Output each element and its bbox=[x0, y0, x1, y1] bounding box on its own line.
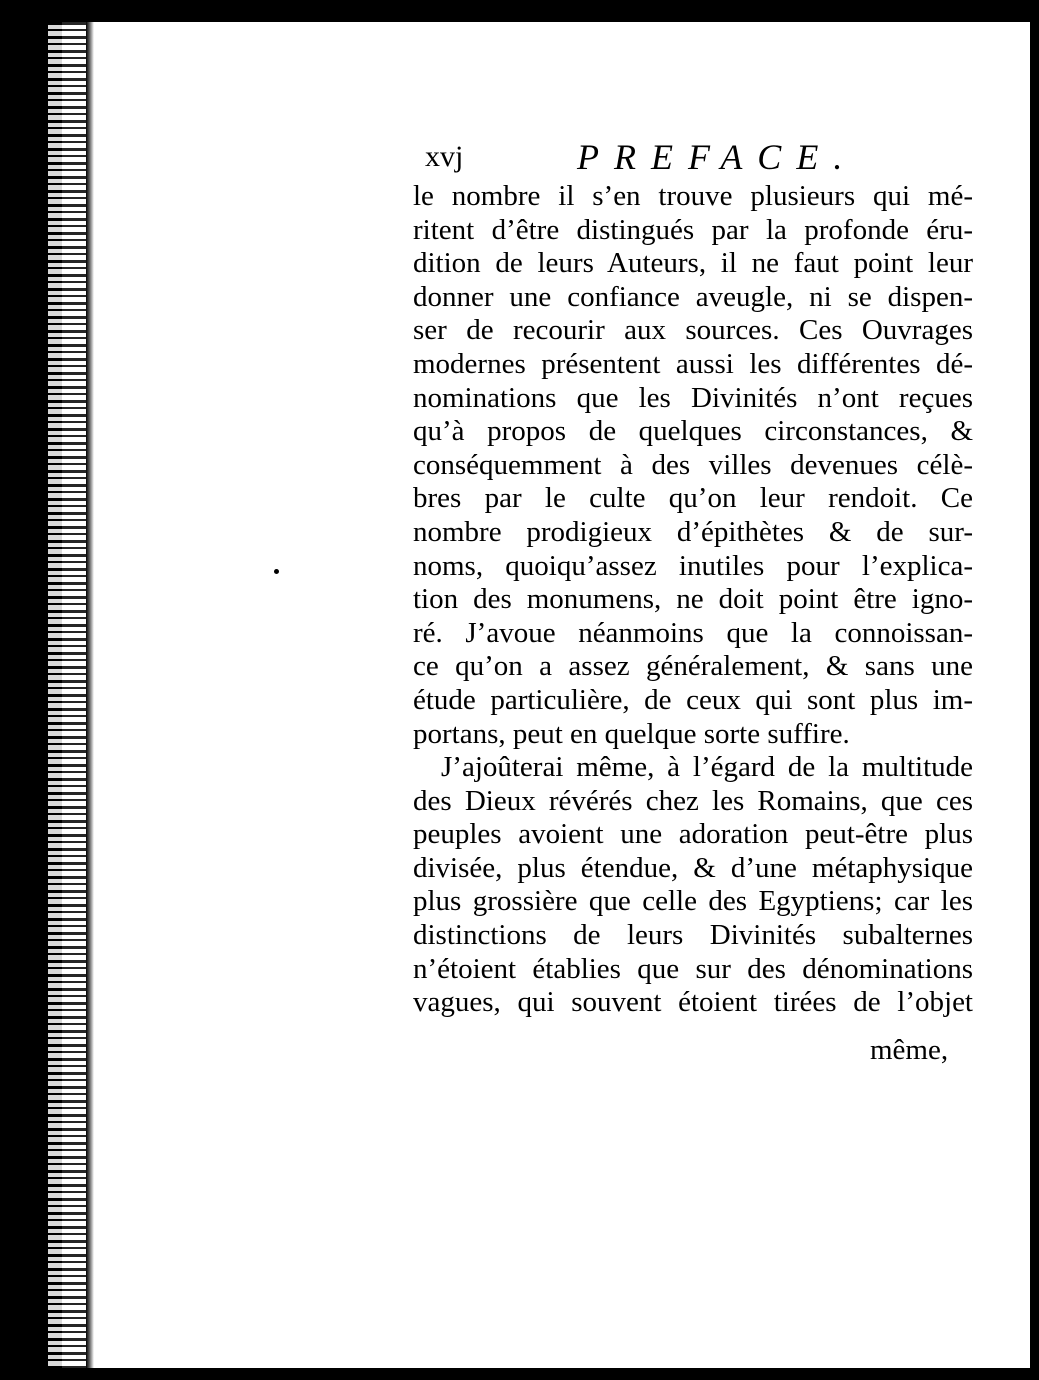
text-line: ré. J’avoue néanmoins que la connoissan- bbox=[413, 616, 973, 649]
text-line: plus grossière que celle des Egyptiens; car les bbox=[413, 885, 973, 918]
text-line: le nombre il s’en trouve plusieurs qui mé- bbox=[413, 180, 973, 212]
binding-edge bbox=[48, 22, 88, 1368]
text-line: dition de leurs Auteurs, il ne faut point leur bbox=[413, 247, 973, 280]
text-line: peuples avoient une adoration peut-être plus bbox=[413, 818, 973, 851]
text-line: J’ajoûterai même, à l’égard de la multitude bbox=[441, 751, 973, 784]
text-line: divisée, plus étendue, & d’une métaphysique bbox=[413, 851, 973, 884]
running-title: PREFACE. bbox=[577, 137, 858, 177]
body-text bbox=[413, 180, 973, 1020]
text-line: bres par le culte qu’on leur rendoit. Ce bbox=[413, 482, 973, 515]
page-number: xvj bbox=[425, 140, 464, 173]
text-line: donner une confiance aveugle, ni se dispen- bbox=[413, 280, 973, 313]
text-line: portans, peut en quelque sorte suffire. bbox=[413, 717, 850, 750]
text-line: conséquemment à des villes devenues célè- bbox=[413, 448, 973, 481]
text-line: qu’à propos de quelques circonstances, & bbox=[413, 415, 973, 448]
text-line: nominations que les Divinités n’ont reçues bbox=[413, 381, 973, 414]
text-line: distinctions de leurs Divinités subalternes bbox=[413, 919, 973, 952]
text-line: n’étoient établies que sur des dénominations bbox=[413, 952, 973, 985]
page-header bbox=[425, 137, 965, 180]
catchword: même, bbox=[870, 1034, 949, 1066]
ink-speck bbox=[274, 569, 279, 574]
text-line: tion des monumens, ne doit point être igno- bbox=[413, 583, 973, 616]
text-line: noms, quoiqu’assez inutiles pour l’explica- bbox=[413, 549, 973, 582]
binding-shadow bbox=[86, 22, 94, 1368]
text-line: vagues, qui souvent étoient tirées de l’objet bbox=[413, 986, 973, 1019]
text-line: ser de recourir aux sources. Ces Ouvrages bbox=[413, 314, 973, 347]
text-line: ritent d’être distingués par la profonde éru- bbox=[413, 213, 973, 246]
text-line: étude particulière, de ceux qui sont plus im- bbox=[413, 683, 973, 716]
text-line: modernes présentent aussi les différentes dé- bbox=[413, 347, 973, 380]
text-line: ce qu’on a assez généralement, & sans une bbox=[413, 650, 973, 683]
text-line: des Dieux révérés chez les Romains, que ces bbox=[413, 784, 973, 817]
text-line: nombre prodigieux d’épithètes & de sur- bbox=[413, 515, 973, 548]
